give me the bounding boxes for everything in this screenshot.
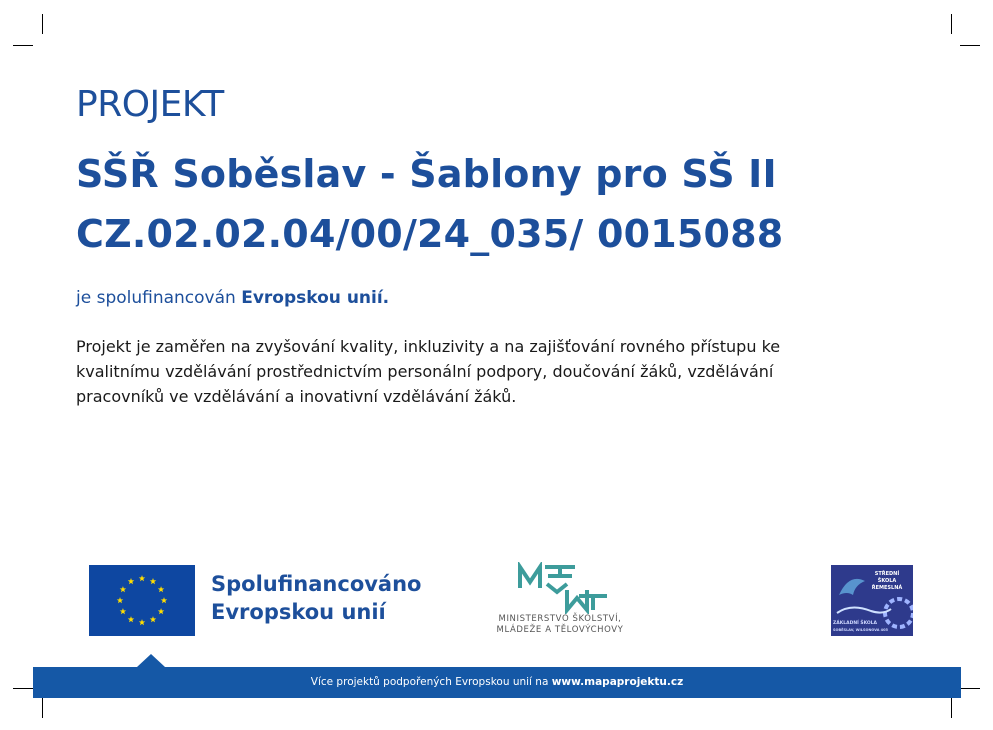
msmt-caption-line: MLÁDEŽE A TĚLOVÝCHOVY (496, 625, 624, 635)
eu-star-icon (128, 616, 134, 622)
eu-star-icon (161, 597, 167, 603)
school-text: ŠKOLA (877, 578, 897, 584)
school-text: STŘEDNÍ (874, 571, 900, 577)
eu-star-icon (128, 578, 134, 584)
crop-mark (42, 698, 43, 718)
project-title: SŠŘ Soběslav - Šablony pro SŠ II (76, 152, 777, 196)
description-line: Projekt je zaměřen na zvyšování kvality, inkluzivity a na zajišťování rovného přístupu ke (76, 337, 781, 356)
footer-prefix: Více projektů podpořených Evropskou unií na (310, 676, 549, 688)
school-name-top (867, 571, 907, 592)
crop-mark (960, 688, 980, 689)
cofinancing-prefix: je spolufinancován (76, 288, 236, 308)
crop-mark (42, 14, 43, 34)
crop-mark (13, 45, 33, 46)
eu-star-icon (150, 616, 156, 622)
eu-text-line: Evropskou unií (211, 600, 386, 624)
footer-notch (137, 654, 165, 667)
school-text: ŘEMESLNÁ (871, 585, 903, 591)
project-registration-number: CZ.02.02.04/00/24_035/ 0015088 (76, 212, 784, 256)
school-text: SOBĚSLAV, WILSONOVA 405 (833, 628, 888, 632)
crop-mark (951, 698, 952, 718)
project-label: PROJEKT (76, 84, 224, 125)
crop-mark (13, 688, 33, 689)
description-line: kvalitnímu vzdělávání prostřednictvím personální podpory, doučování žáků, vzdělávání (76, 362, 774, 381)
crop-mark (960, 45, 980, 46)
eu-flag-icon (89, 565, 195, 636)
crop-mark (951, 14, 952, 34)
school-name-bottom (833, 621, 888, 633)
eu-cofinanced-text (211, 570, 421, 626)
eu-star-icon (120, 586, 126, 592)
cofinancing-emphasis: Evropskou unií. (241, 288, 390, 308)
school-logo-icon (831, 565, 913, 636)
footer-text (33, 667, 961, 698)
eu-star-icon (158, 608, 164, 614)
msmt-caption-line: MINISTERSTVO ŠKOLSTVÍ, (498, 614, 622, 624)
eu-text-line: Spolufinancováno (211, 572, 422, 596)
eu-star-icon (120, 608, 126, 614)
cofinancing-statement (76, 288, 389, 308)
eu-star-icon (150, 578, 156, 584)
school-text: ZÁKLADNÍ ŠKOLA (833, 621, 878, 626)
description-line: pracovníků ve vzdělávání a inovativní vzdělávání žáků. (76, 387, 517, 406)
eu-star-icon (139, 619, 145, 625)
project-description (76, 334, 866, 409)
eu-star-icon (158, 586, 164, 592)
msmt-caption (480, 614, 640, 636)
footer-link[interactable]: www.mapaprojektu.cz (551, 676, 684, 688)
eu-star-icon (117, 597, 123, 603)
eu-star-icon (139, 575, 145, 581)
